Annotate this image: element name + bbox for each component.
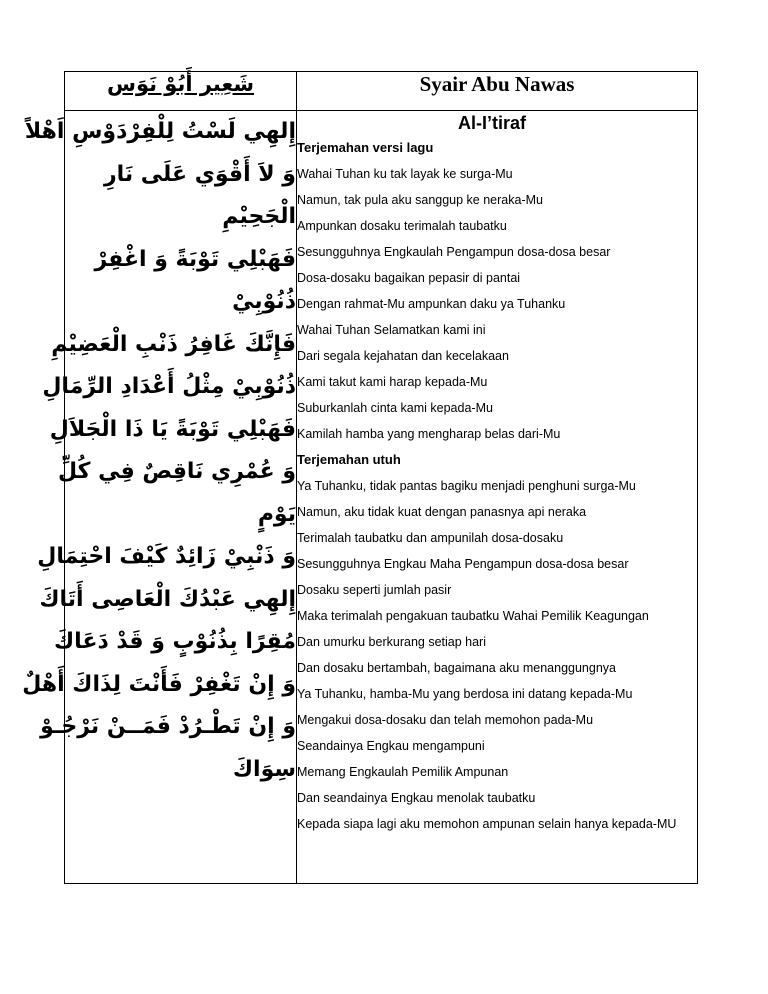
translation-line: Memang Engkaulah Pemilik Ampunan [297, 765, 509, 779]
translation-line: Terimalah taubatku dan ampunilah dosa-dosaku [297, 531, 564, 545]
arabic-poem-column [22, 111, 297, 884]
translation-line: Ya Tuhanku, hamba-Mu yang berdosa ini datang kepada-Mu [297, 687, 633, 701]
translation-line: Ampunkan dosaku terimalah taubatku [297, 219, 507, 233]
arabic-line: وَ إِنْ تَطْـرُدْ فَمَــنْ نَرْجُـوْ [40, 714, 296, 739]
translation-line: Namun, tak pula aku sanggup ke neraka-Mu [297, 193, 543, 207]
poem-table [22, 71, 698, 884]
translation-line: Kamilah hamba yang mengharap belas dari-Mu [297, 427, 561, 441]
translation-line: Dan dosaku bertambah, bagaimana aku menanggungnya [297, 661, 616, 675]
arabic-line: سِوَاكَ [232, 756, 296, 782]
translation-line: Ya Tuhanku, tidak pantas bagiku menjadi penghuni surga-Mu [297, 479, 636, 493]
arabic-line: فَهَبْلِي تَوْبَةً وَ اغْفِرْ [94, 246, 296, 272]
song-version-heading: Terjemahan versi lagu [297, 140, 434, 155]
table-header-row [65, 72, 698, 111]
translation-line: Seandainya Engkau mengampuni [297, 739, 485, 753]
arabic-line: إِلهِي عَبْدُكَ الْعَاصِى أَتَاكَ [39, 586, 296, 612]
arabic-line: ذُنُوْبِيْ [232, 289, 296, 314]
arabic-line: مُقِرًا بِذُنُوْبٍ وَ قَدْ دَعَاكَ [54, 629, 296, 654]
translation-line: Mengakui dosa-dosaku dan telah memohon pada-Mu [297, 713, 594, 727]
translation-line: Dosaku seperti jumlah pasir [297, 583, 452, 597]
arabic-line: وَ ذَنْبِيْ زَائِدٌ كَيْفَ احْتِمَالِ [37, 544, 296, 569]
full-translation-heading: Terjemahan utuh [297, 452, 401, 467]
arabic-line: الْجَحِيْمِ [222, 204, 296, 229]
translation-line: Sesungguhnya Engkaulah Pengampun dosa-dosa besar [297, 245, 611, 259]
translation-line: Dari segala kejahatan dan kecelakaan [297, 349, 509, 363]
arabic-line: فَإِنَّكَ غَافِرُ ذَنْبِ الْعَضِيْمِ [51, 331, 296, 357]
translation-column [297, 111, 698, 884]
arabic-title: شَعِير أَبُوْ نَوَس [65, 72, 297, 111]
translation-line: Suburkanlah cinta kami kepada-Mu [297, 401, 493, 415]
arabic-line: إِلهِي لَسْتُ لِلْفِرْدَوْسِ اَهْلاً [24, 119, 296, 144]
translation-line: Namun, aku tidak kuat dengan panasnya api neraka [297, 505, 587, 519]
table-body-row [65, 111, 698, 884]
translation-line: Dan umurku berkurang setiap hari [297, 635, 486, 649]
translation-line: Wahai Tuhan ku tak layak ke surga-Mu [297, 167, 513, 181]
arabic-line: يَوْمٍ [257, 501, 296, 527]
translation-line: Dosa-dosaku bagaikan pepasir di pantai [297, 271, 521, 285]
latin-title: Syair Abu Nawas [297, 72, 698, 111]
arabic-line: ذُنُوْبِيْ مِثْلُ أَعْدَادِ الرِّمَالِ [42, 374, 296, 399]
arabic-line: وَ إِنْ تَغْفِرْ فَأَنْتَ لِذَاكَ أَهْلٌ [22, 671, 296, 697]
arabic-line: وَ لاَ أَقْوَي عَلَى نَارِ [103, 161, 296, 187]
translation-line: Kepada siapa lagi aku memohon ampunan selain hanya kepada-MU [297, 817, 677, 831]
arabic-line: فَهَبْلِي تَوْبَةً يَا ذَا الْجَلاَلِ [49, 416, 296, 442]
translation-line: Dan seandainya Engkau menolak taubatku [297, 791, 536, 805]
arabic-line: وَ عُمْرِي نَاقِصٌ فِي كُلِّ [58, 459, 296, 484]
translation-title: Al-I’tiraf [457, 113, 526, 133]
translation-line: Dengan rahmat-Mu ampunkan daku ya Tuhanku [297, 297, 566, 311]
translation-line: Sesungguhnya Engkau Maha Pengampun dosa-dosa besar [297, 557, 629, 571]
translation-line: Wahai Tuhan Selamatkan kami ini [297, 323, 486, 337]
translation-line: Maka terimalah pengakuan taubatku Wahai Pemilik Keagungan [297, 609, 649, 623]
translation-line: Kami takut kami harap kepada-Mu [297, 375, 488, 389]
